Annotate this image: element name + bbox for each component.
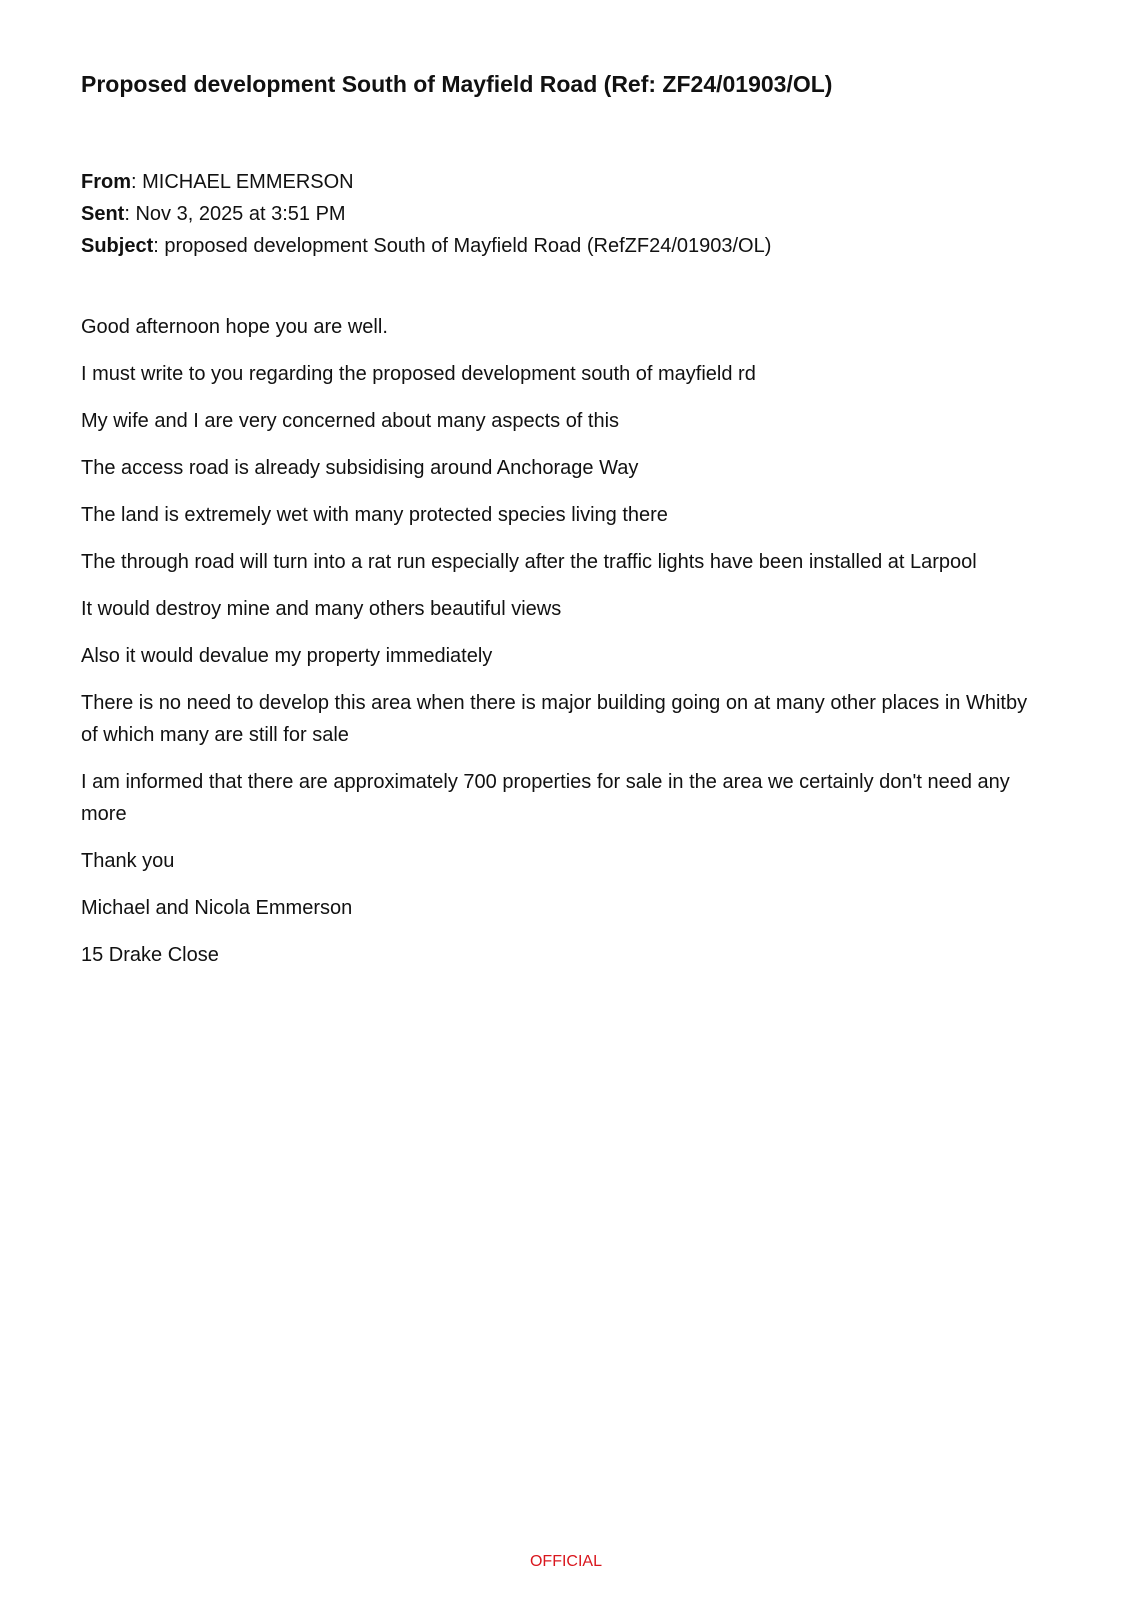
subject-value: : proposed development South of Mayfield Road (RefZF24/01903/OL) bbox=[153, 235, 772, 257]
sent-line bbox=[81, 198, 771, 230]
email-body bbox=[81, 311, 1041, 986]
body-paragraph: The access road is already subsidising around Anchorage Way bbox=[81, 457, 639, 479]
body-paragraph: Good afternoon hope you are well. bbox=[81, 316, 388, 338]
body-paragraph: Also it would devalue my property immediately bbox=[81, 645, 493, 667]
closing-thanks: Thank you bbox=[81, 850, 175, 872]
body-paragraph: I am informed that there are approximately 700 properties for sale in the area we certainly don't need any more bbox=[81, 771, 1010, 825]
signature-address: 15 Drake Close bbox=[81, 944, 219, 966]
sent-value: : Nov 3, 2025 at 3:51 PM bbox=[124, 203, 346, 225]
body-paragraph: The land is extremely wet with many protected species living there bbox=[81, 504, 668, 526]
body-paragraph: There is no need to develop this area when there is major building going on at many other places in Whitby of which many are still for sale bbox=[81, 692, 1028, 746]
subject-label: Subject bbox=[81, 235, 154, 257]
from-value: : MICHAEL EMMERSON bbox=[131, 171, 354, 193]
signature-names: Michael and Nicola Emmerson bbox=[81, 897, 353, 919]
body-paragraph: My wife and I are very concerned about many aspects of this bbox=[81, 410, 620, 432]
from-line bbox=[81, 166, 771, 198]
document-title: Proposed development South of Mayfield Road (Ref: ZF24/01903/OL) bbox=[81, 71, 833, 97]
body-paragraph: The through road will turn into a rat run especially after the traffic lights have been installed at Larpool bbox=[81, 551, 977, 573]
body-paragraph: I must write to you regarding the proposed development south of mayfield rd bbox=[81, 363, 756, 385]
sent-label: Sent bbox=[81, 203, 125, 225]
from-label: From bbox=[81, 171, 131, 193]
body-paragraph: It would destroy mine and many others beautiful views bbox=[81, 598, 562, 620]
subject-line bbox=[81, 230, 771, 262]
email-header bbox=[81, 166, 771, 262]
classification-footer: OFFICIAL bbox=[529, 1553, 602, 1570]
